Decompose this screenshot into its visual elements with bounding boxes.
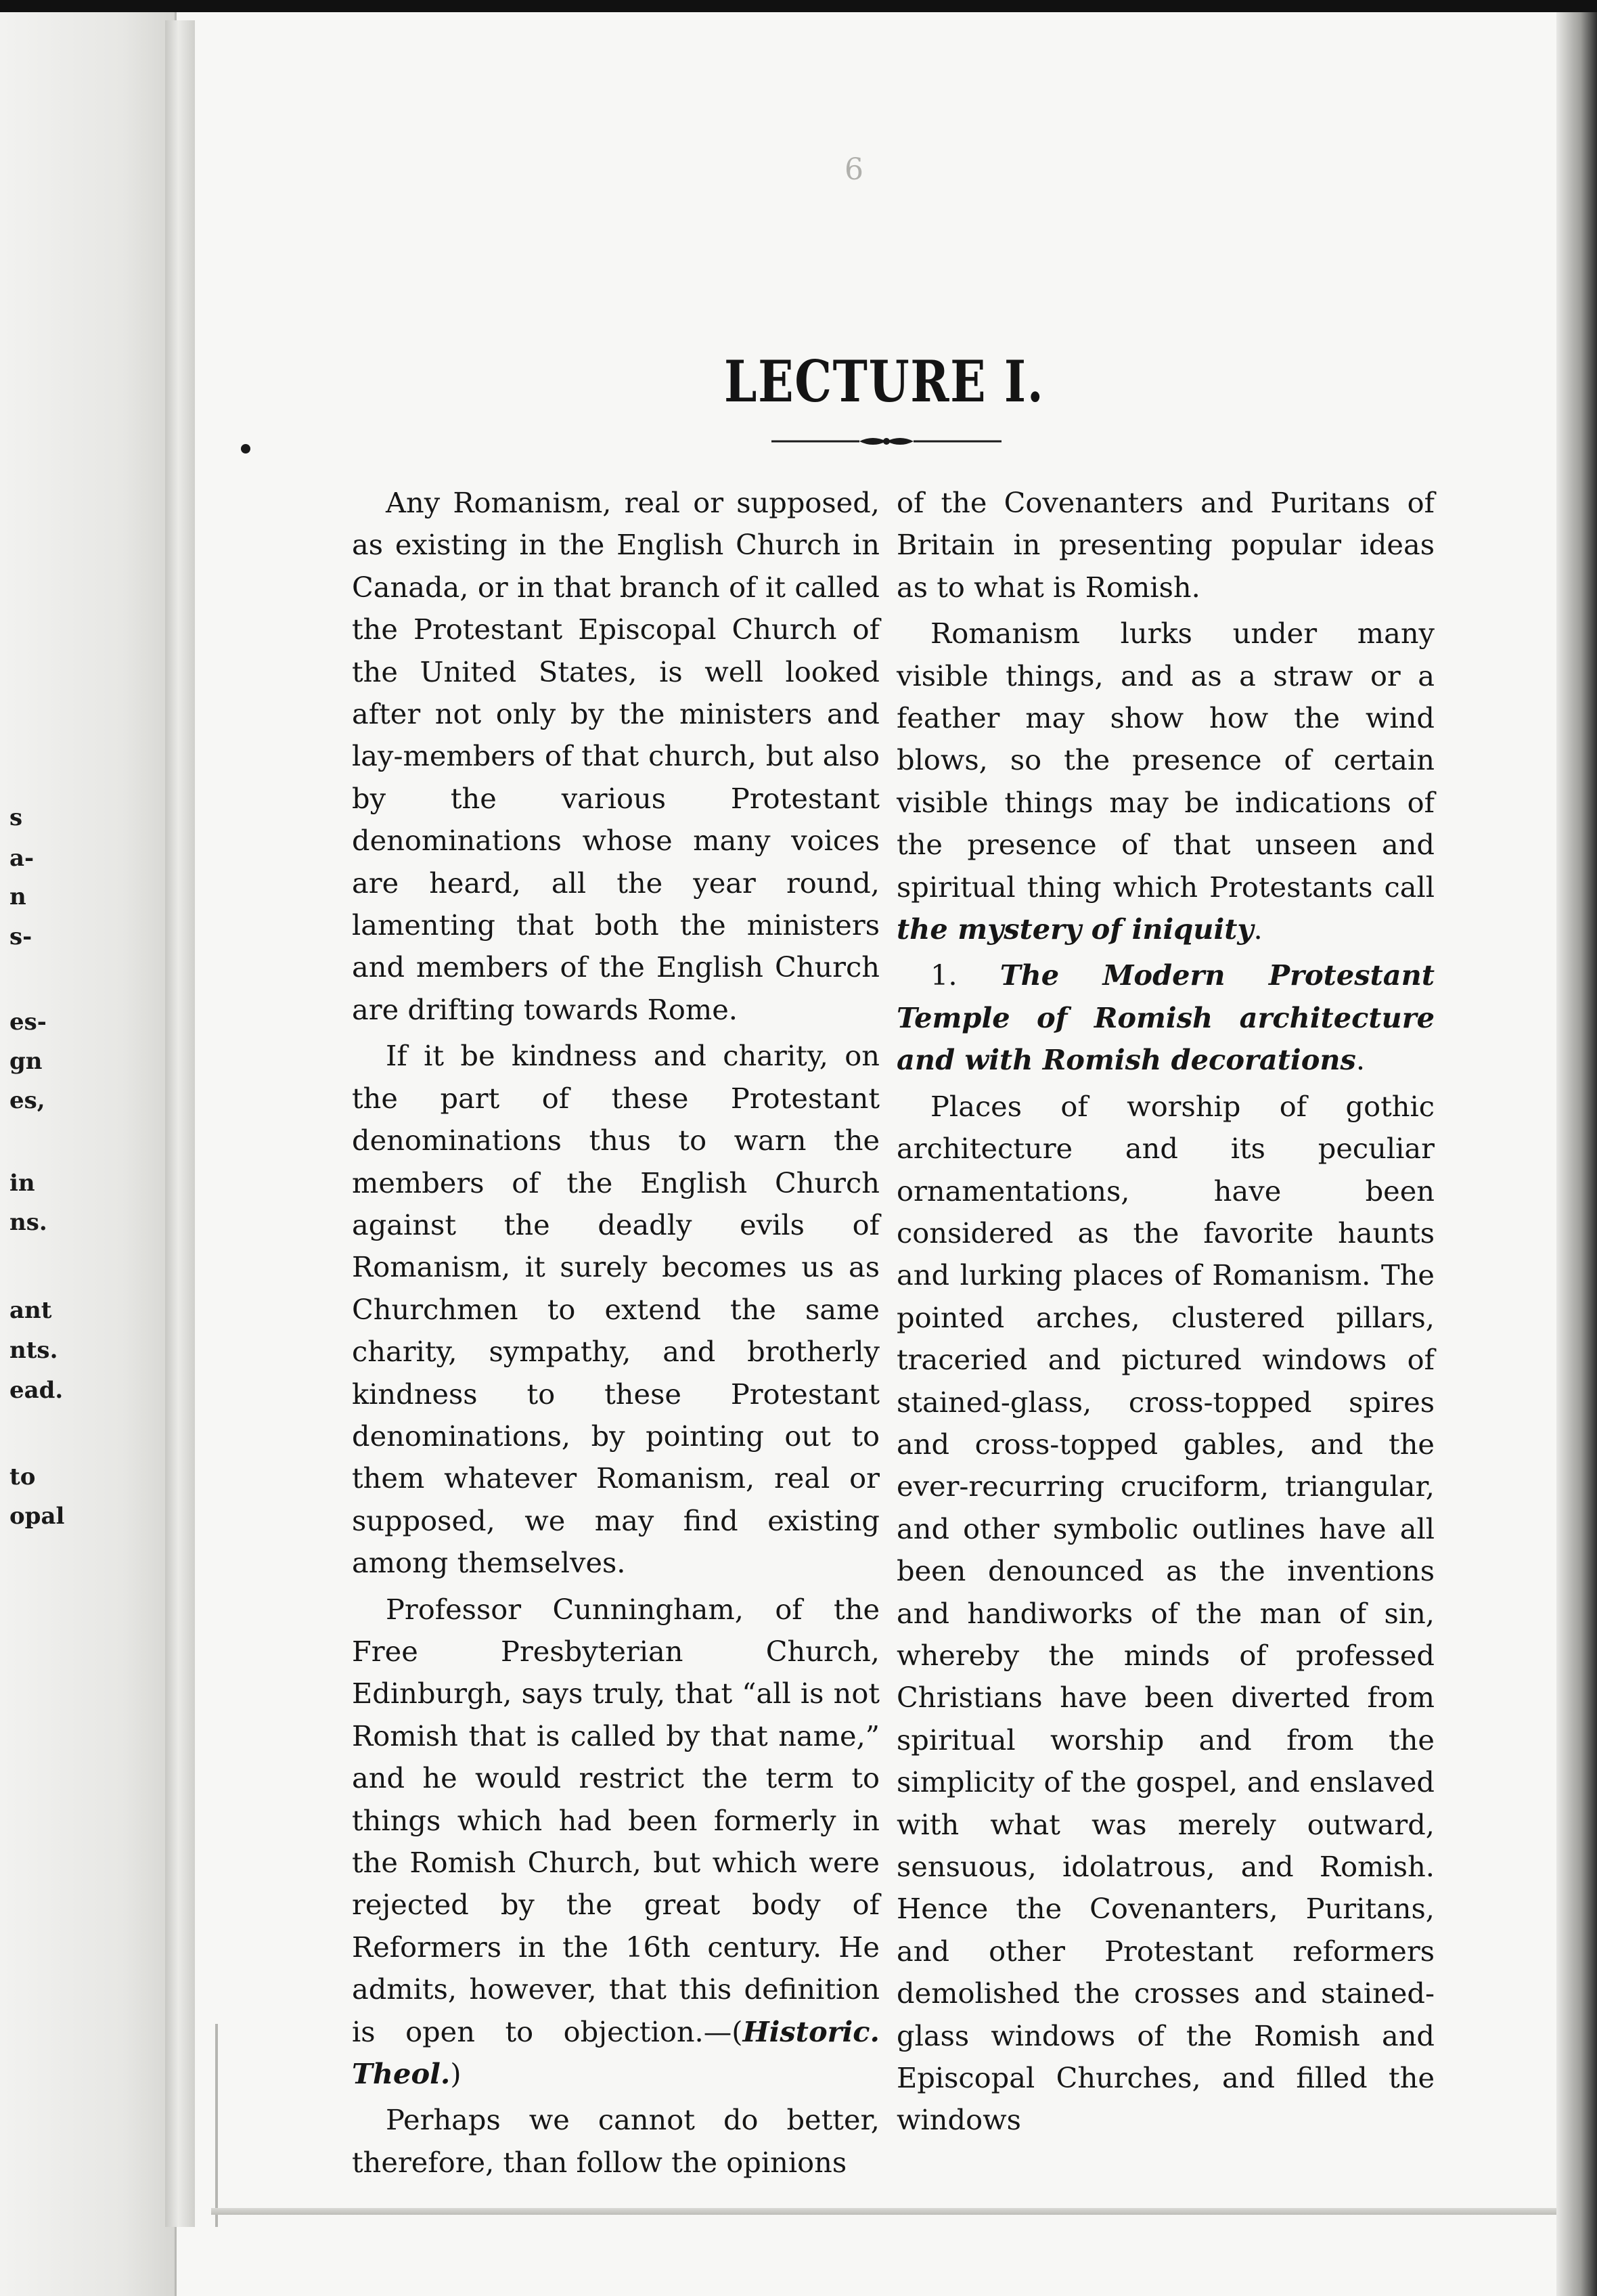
margin-fragment: opal [9,1503,65,1530]
margin-fragment: gn [9,1048,43,1075]
paragraph-text: If it be kindness and charity, on the part of these Protestant denominations thus to warn the members of the English Church against the deadly evils of Romanism, it surely becomes us as Churchmen to extend the same charity, sympathy, and brotherly kindness to these Protestant denominations, by pointing out to them whatever Romanism, real or supposed, we may find existing among themselves. [352,1039,880,1580]
paragraph [897,613,1435,950]
scan-top-border [0,0,1597,12]
paragraph-text: Professor Cunningham, of the Free Presbyterian Church, Edinburgh, says truly, that “all is not Romish that is called by that name,” and he would restrict the term to things which had been formerly in the Romish Church, but which were rejected by the great body of Reformers in the 16th century. He admits, however, that this definition is open to objection.—( [352,1592,880,2048]
margin-fragment: n [9,883,26,910]
text-column-right [897,482,1435,2142]
gutter-shadow [215,2024,218,2227]
paragraph [352,2099,880,2184]
margin-fragment: es, [9,1087,45,1114]
citation-italic: Historic. Theol. [352,2014,880,2091]
paragraph [897,482,1435,609]
paragraph-text: Romanism lurks under many visible things, and as a straw or a feather may show how the wind blows, so the presence of certain visible things may be indications of the presence of that unseen and spiritual thing which Protestants call [897,617,1435,904]
book-gutter [165,20,195,2227]
ink-spot [241,444,250,454]
italic-phrase: the mystery of iniquity [897,912,1254,946]
margin-fragment: ns. [9,1209,47,1236]
facing-page-text-fragments [0,0,175,2296]
margin-fragment: ant [9,1297,52,1324]
paragraph-text: Places of worship of gothic architecture and its peculiar ornamentations, have been considered as the favorite haunts and lurking places of Romanism. The pointed arches, clustered pillars, traceried and pictured windows of stained-glass, cross-topped spires and cross-topped gables, and the ever-recurring cruciform, triangular, and other symbolic outlines have all been denounced as the inventions and handiworks of the man of sin, whereby the minds of professed Christians have been diverted from spiritual worship and from the simplicity of the gospel, and enslaved with what was merely outward, sensuous, idolatrous, and Romish. Hence the Covenanters, Puritans, and other Protestant reformers demolished the crosses and stained-glass windows of the Romish and Episcopal Churches, and filled the windows [897,1089,1435,2137]
section-heading-italic: The Modern Protestant Temple of Romish architecture and with Romish decorations [897,958,1435,1077]
title-ornament-rule [771,433,1002,449]
paragraph-text: Perhaps we cannot do better, therefore, than follow the opinions [352,2103,880,2179]
paragraph [897,1086,1435,2142]
page-number: 6 [845,152,868,187]
paragraph-text-end: . [1355,1043,1366,1077]
margin-fragment: a- [9,845,35,872]
paragraph-text-end: ) [450,2057,462,2091]
text-column-left [352,482,880,2184]
paragraph [352,1589,880,2096]
section-heading [897,954,1435,1081]
page-right-edge [1556,0,1597,2296]
paragraph [352,482,880,1031]
margin-fragment: to [9,1463,36,1491]
paragraph-text: Any Romanism, real or supposed, as existing in the English Church in Canada, or in that branch of it called the Protestant Episcopal Church of the United States, is well looked after not only by the ministers and lay-members of that church, but also by the various Protestant denominations whose many voices are heard, all the year round, lamenting that both the ministers and members of the English Church are drifting towards Rome. [352,486,880,1026]
margin-fragment: s [9,804,23,831]
paragraph [352,1035,880,1584]
page-bottom-edge [211,2208,1597,2215]
section-number: 1. [930,958,1000,992]
margin-fragment: ead. [9,1377,64,1404]
margin-fragment: s- [9,923,32,950]
margin-fragment: nts. [9,1337,58,1364]
paragraph-text: of the Covenanters and Puritans of Britain in presenting popular ideas as to what is Romish. [897,486,1435,604]
margin-fragment: in [9,1170,35,1197]
lecture-title: LECTURE I. [724,348,1045,415]
paragraph-text-end: . [1253,912,1263,946]
margin-fragment: es- [9,1009,47,1036]
